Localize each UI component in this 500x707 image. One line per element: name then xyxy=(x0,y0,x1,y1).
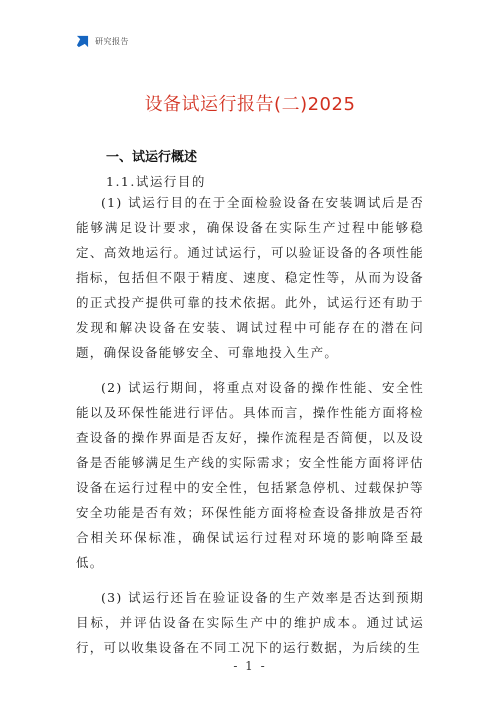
paragraph: (2) 试运行期间，将重点对设备的操作性能、安全性能以及环保性能进行评估。具体而言，操作性能方面将检查设备的操作界面是否友好，操作流程是否简便，以及设备是否能够满足生产线的实际需求；安全性能方面将评估设备在运行过程中的安全性，包括紧急停机、过载保护等安全功能是否有效；环保性能方面将检查设备排放是否符合相关环保标准，确保试运行过程对环境的影响降至最低。 xyxy=(76,380,424,570)
document-body xyxy=(76,190,424,670)
paragraph: (3) 试运行还旨在验证设备的生产效率是否达到预期目标，并评估设备在实际生产中的维护成本。通过试运行，可以收集设备在不同工况下的运行数据，为后续的生 xyxy=(76,590,424,655)
paragraph: (1) 试运行目的在于全面检验设备在安装调试后是否能够满足设计要求，确保设备在实际生产过程中能够稳定、高效地运行。通过试运行，可以验证设备的各项性能指标，包括但不限于精度、速度、稳定性等，从而为设备的正式投产提供可靠的技术依据。此外，试运行还有助于发现和解决设备在安装、调试过程中可能存在的潜在问题，确保设备能够安全、可靠地投入生产。 xyxy=(76,195,424,360)
section-heading: 一、试运行概述 xyxy=(106,150,198,165)
report-header xyxy=(76,34,129,48)
page-number: - 1 - xyxy=(233,659,267,673)
arrow-logo-icon xyxy=(76,35,89,48)
subsection-heading: 1.1.试运行目的 xyxy=(106,174,206,189)
document-title: 设备试运行报告(二)2025 xyxy=(144,94,356,115)
header-label: 研究报告 xyxy=(95,36,129,46)
